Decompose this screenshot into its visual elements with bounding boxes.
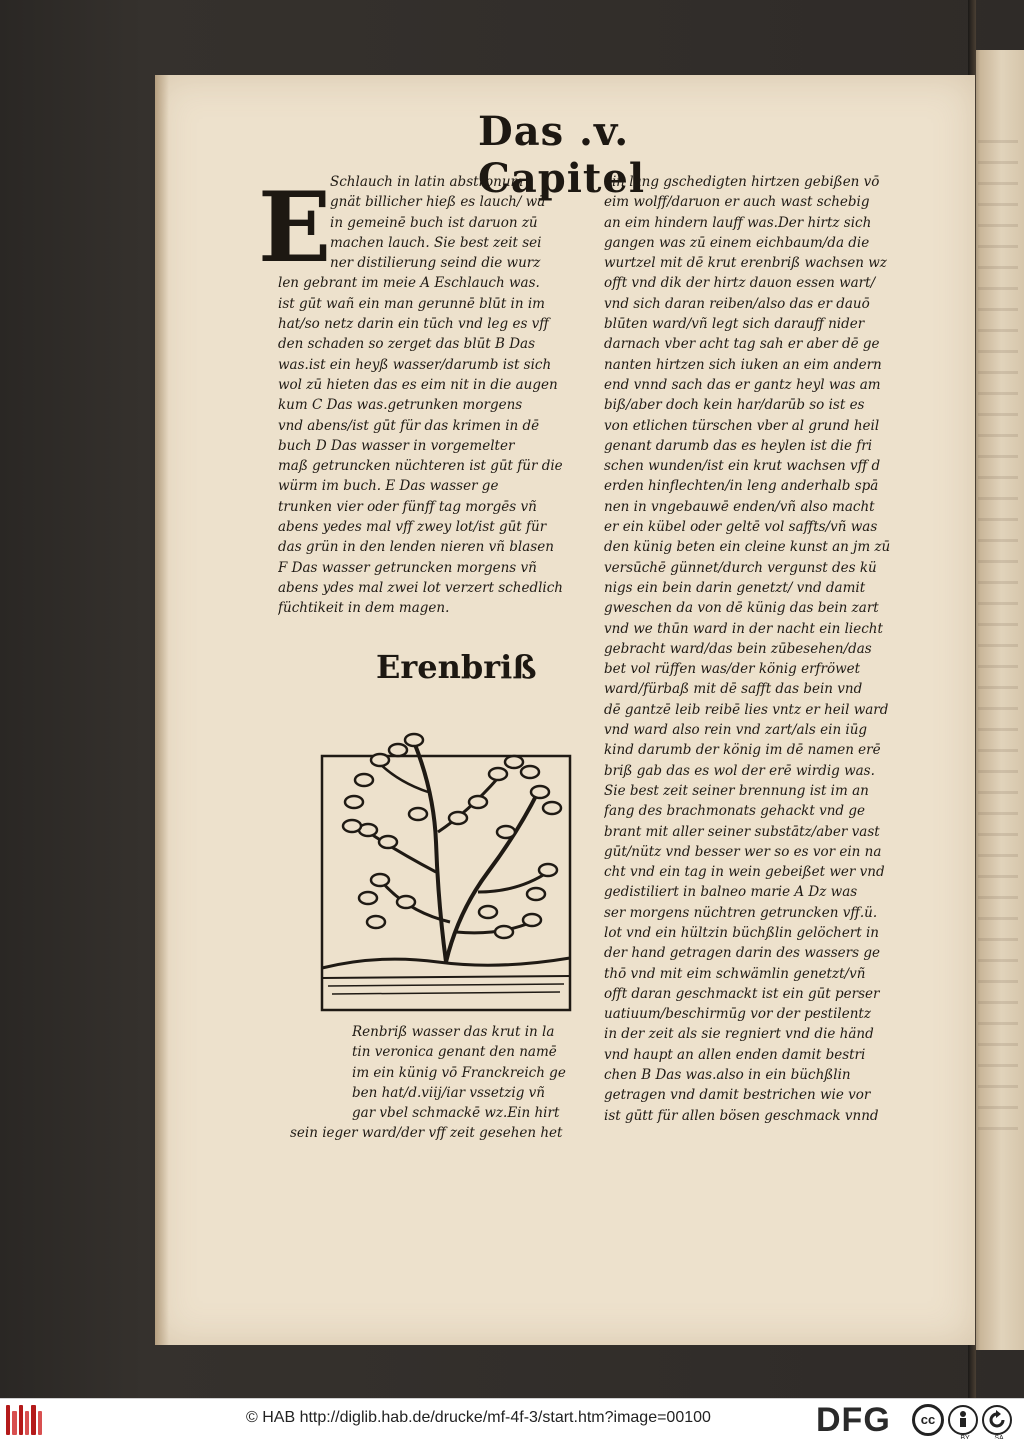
text-line: hat/so netz darin ein tūch vnd leg es vff bbox=[278, 316, 549, 333]
left-text-column bbox=[278, 172, 596, 619]
text-line: ist gūtt für allen bösen geschmack vnnd bbox=[604, 1107, 879, 1124]
text-line: den schaden so zerget das blūt B Das bbox=[278, 336, 536, 353]
text-line: trunken vier oder fünff tag morgēs vñ bbox=[278, 498, 537, 515]
text-line: ward/fürbaß mit dē safft das bein vnd bbox=[604, 681, 863, 698]
text-line: kind darumb der könig im dē namen erē bbox=[604, 742, 881, 759]
text-line: an eim hindern lauff was.Der hirtz sich bbox=[604, 214, 872, 231]
text-line: der hand getragen darin des wassers ge bbox=[604, 945, 880, 962]
facing-page-text-ghost bbox=[978, 140, 1018, 1140]
text-line: gedistiliert in balneo marie A Dz was bbox=[604, 884, 858, 901]
text-line: was.ist ein heyß wasser/darumb ist sich bbox=[278, 356, 552, 373]
text-line: er ein kübel oder geltē vol saffts/vñ was bbox=[604, 519, 878, 536]
text-line: vnd haupt an allen enden damit bestri bbox=[604, 1046, 866, 1063]
text-line: schen wunden/ist ein krut wachsen vff d bbox=[604, 458, 881, 475]
text-line: nen in vngebauwē enden/vñ also macht bbox=[604, 498, 875, 515]
text-line: Schlauch in latin abstronum bbox=[330, 174, 524, 190]
text-line: das grün in den lenden nieren vñ blasen bbox=[278, 539, 554, 556]
text-line: dē gantzē leib reibē lies vntz er heil ward bbox=[604, 701, 889, 718]
text-line: offt vnd dik der hirtz dauon essen wart/ bbox=[604, 275, 876, 292]
page-shadow-edge bbox=[155, 75, 169, 1345]
text-line: in gemeinē buch ist daruon zū bbox=[330, 214, 538, 231]
text-line: fang des brachmonats gehackt vnd ge bbox=[604, 803, 865, 820]
section-title: Erenbriß bbox=[376, 648, 537, 686]
text-line: darnach vber acht tag sah er aber dē ge bbox=[604, 336, 880, 353]
license-badges[interactable] bbox=[912, 1402, 1018, 1438]
caption-line: gar vbel schmackē wz.Ein hirt bbox=[352, 1105, 560, 1122]
cc-icon: cc bbox=[912, 1404, 944, 1436]
caption-line: tin veronica genant den namē bbox=[352, 1044, 557, 1061]
text-line: F Das wasser getruncken morgens vñ bbox=[278, 559, 537, 576]
text-line: ser morgens nüchtren getruncken vff.ü. bbox=[604, 904, 878, 921]
text-line: end vnnd sach das er gantz heyl was am bbox=[604, 376, 881, 393]
text-line: ner distilierung seind die wurz bbox=[330, 255, 541, 272]
drop-cap-initial: E bbox=[258, 171, 332, 284]
text-line: nigs ein bein darin genetzt/ vnd damit bbox=[604, 579, 866, 596]
text-line: offt daran geschmackt ist ein gūt perser bbox=[604, 985, 880, 1002]
caption-line: sein ieger ward/der vff zeit gesehen het bbox=[290, 1125, 563, 1142]
text-line: vnd ward also rein vnd zart/als ein iūg bbox=[604, 722, 868, 739]
copyright-link[interactable]: © HAB http://diglib.hab.de/drucke/mf-4f-3/start.htm?image=00100 bbox=[246, 1409, 711, 1426]
text-line: bet vol rüffen was/der könig erfröwet bbox=[604, 661, 861, 678]
text-line: füchtikeit in dem magen. bbox=[278, 600, 450, 617]
text-line: kum C Das was.getrunken morgens bbox=[278, 397, 523, 414]
caption-line: im ein künig vō Franckreich ge bbox=[352, 1064, 566, 1081]
text-line: vnd abens/ist gūt für das krimen in dē bbox=[278, 417, 540, 434]
text-line: den künig beten ein cleine kunst an jm zū bbox=[604, 539, 891, 556]
text-line: würm im buch. E Das wasser ge bbox=[278, 478, 499, 495]
text-line: vnd sich daran reiben/also das er dauō bbox=[604, 295, 870, 312]
text-line: gūt/nütz vnd besser wer so es vor ein na bbox=[604, 843, 882, 860]
text-line: abens yedes mal vff zwey lot/ist gūt für bbox=[278, 519, 547, 536]
text-line: genant darumb das es heylen ist die fri bbox=[604, 437, 873, 454]
text-line: ist gūt wañ ein man gerunnē blūt in im bbox=[278, 295, 545, 312]
text-line: blūten ward/vñ legt sich darauff nider bbox=[604, 316, 865, 333]
text-line: biß/aber doch kein har/darūb so ist es bbox=[604, 397, 865, 414]
text-line: gnät billicher hieß es lauch/ wä bbox=[330, 194, 546, 211]
caption-line: Renbriß wasser das krut in la bbox=[352, 1024, 555, 1040]
text-line: briß gab das es wol der erē wirdig was. bbox=[604, 762, 875, 779]
text-line: wol zū hieten das es eim nit in die augen bbox=[278, 376, 558, 393]
text-line: in der zeit als sie regniert vnd die händ bbox=[604, 1026, 874, 1043]
text-line: nanten hirtzen sich iuken an eim andern bbox=[604, 356, 882, 373]
text-line: brant mit aller seiner substātz/aber vast bbox=[604, 823, 880, 840]
dfg-logo: DFG bbox=[816, 1401, 891, 1439]
text-line: lot vnd ein hültzin büchßlin gelöchert in bbox=[604, 924, 879, 941]
text-line: ein lang gschedigten hirtzen gebißen vō bbox=[604, 174, 880, 190]
text-line: chen B Das was.also in ein büchßlin bbox=[604, 1067, 851, 1084]
text-line: gebracht ward/das bein zūbesehen/das bbox=[604, 640, 872, 657]
chapter-heading: Das .v. Capitel bbox=[478, 108, 646, 202]
text-line: maß getruncken nüchteren ist gūt für die bbox=[278, 458, 563, 475]
text-line: wurtzel mit dē krut erenbriß wachsen wz bbox=[604, 255, 887, 272]
hab-logo-icon bbox=[6, 1405, 42, 1435]
by-icon: BY bbox=[948, 1405, 978, 1435]
sa-icon: SA bbox=[982, 1405, 1012, 1435]
text-line: versūchē günnet/durch vergunst des kü bbox=[604, 559, 877, 576]
text-line: vnd we thūn ward in der nacht ein liecht bbox=[604, 620, 883, 637]
text-line: Sie best zeit seiner brennung ist im an bbox=[604, 782, 869, 799]
viewer-footer bbox=[0, 1398, 1024, 1439]
text-line: getragen vnd damit bestrichen wie vor bbox=[604, 1087, 871, 1104]
text-line: erden hinflechten/in leng anderhalb spā bbox=[604, 478, 879, 495]
facing-page-edge bbox=[968, 50, 1024, 1350]
text-line: gweschen da von dē künig das bein zart bbox=[604, 600, 879, 617]
text-line: gangen was zū einem eichbaum/da die bbox=[604, 234, 870, 251]
text-line: cht vnd ein tag in wein gebeißet wer vnd bbox=[604, 864, 885, 881]
text-line: abens ydes mal zwei lot verzert schedlich bbox=[278, 579, 564, 596]
plant-woodcut-illustration bbox=[318, 722, 574, 1014]
text-line: len gebrant im meie A Eschlauch was. bbox=[278, 275, 540, 292]
text-line: thō vnd mit eim schwämlin genetzt/vñ bbox=[604, 965, 866, 982]
text-line: von etlichen türschen vber al grund heil bbox=[604, 417, 880, 434]
caption-line: ben hat/d.viij/iar vssetzig vñ bbox=[352, 1084, 545, 1101]
text-line: eim wolff/daruon er auch wast schebig bbox=[604, 194, 870, 211]
text-line: machen lauch. Sie best zeit sei bbox=[330, 234, 542, 251]
right-text-column bbox=[604, 172, 944, 1126]
text-line: uatiuum/beschirmūg vor der pestilentz bbox=[604, 1006, 871, 1023]
illustration-caption bbox=[290, 1022, 602, 1144]
text-line: buch D Das wasser in vorgemelter bbox=[278, 437, 515, 454]
